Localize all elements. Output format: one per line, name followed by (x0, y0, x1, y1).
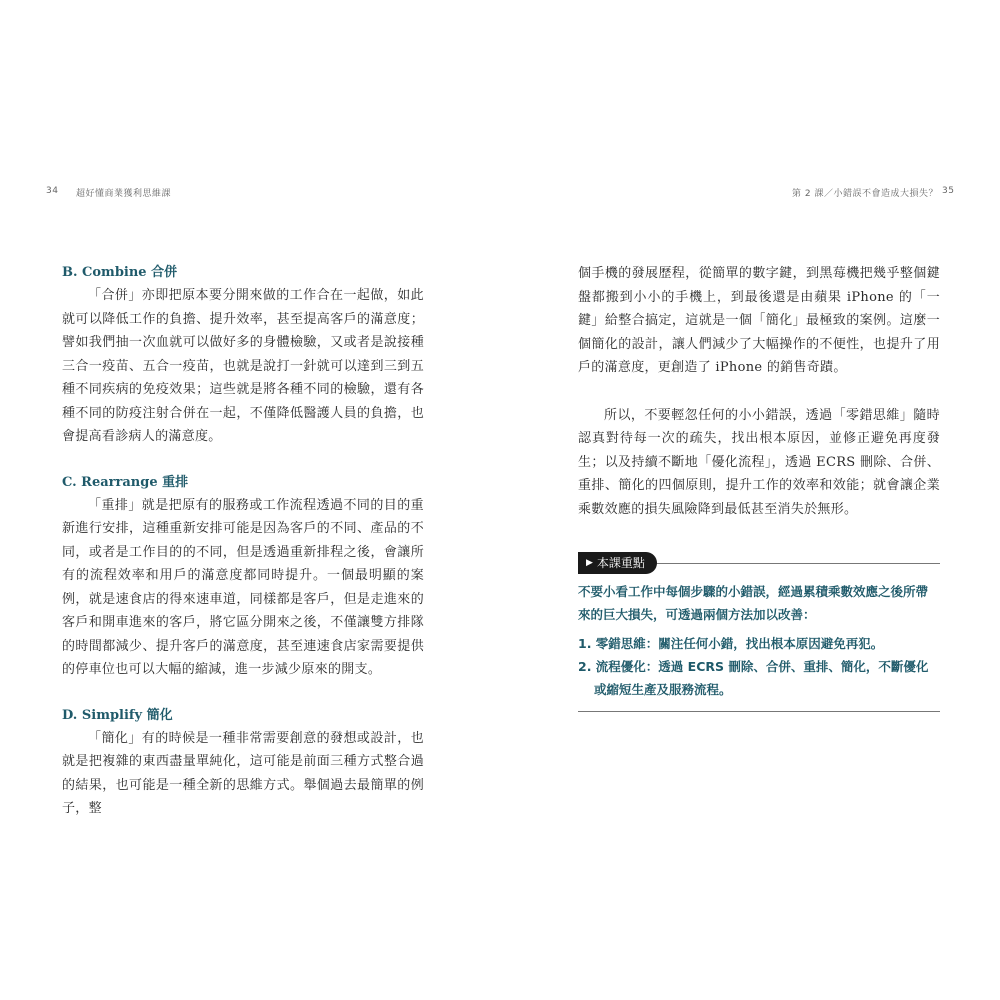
key-points-list (578, 632, 940, 701)
right-column (578, 262, 940, 521)
key-point-item: 1. 零錯思維：關注任何小錯，找出根本原因避免再犯。 (578, 636, 884, 651)
combine-paragraph: 「合併」亦即把原本要分開來做的工作合在一起做，如此就可以降低工作的負擔、提升效率，甚至提高客戶的滿意度；譬如我們抽一次血就可以做好多的身體檢驗，又或者是說接種三合一疫苗、五合一疫苗，也就是說打一針就可以達到三到五種不同疾病的免疫效果；這些就是將各種不同的檢驗，還有各種不同的防疫注射合併在一起，不僅降低醫護人員的負擔，也會提高看診病人的滿意度。 (62, 288, 424, 444)
right-running-title: 第 2 課／小錯誤不會造成大損失？ (792, 189, 938, 199)
conclusion-paragraph: 所以，不要輕忽任何的小小錯誤，透過「零錯思維」隨時認真對待每一次的疏失，找出根本原因，並修正避免再度發生；以及持續不斷地「優化流程」，透過 ECRS 刪除、合併、重排、簡化的四個原則，提升工作的效率和效能；就會讓企業乘數效應的損失風險降到最低甚至消失於無形。 (578, 407, 940, 517)
left-column (62, 262, 424, 821)
simplify-paragraph: 「簡化」有的時候是一種非常需要創意的發想或設計，也就是把複雜的東西盡量單純化，這可能是前面三種方式整合過的結果，也可能是一種全新的思維方式。舉個過去最簡單的例子，整 (62, 730, 424, 816)
play-triangle-icon: ▶ (586, 558, 593, 568)
continuation-paragraph: 個手機的發展歷程，從簡單的數字鍵，到黑莓機把幾乎整個鍵盤都搬到小小的手機上，到最後還是由蘋果 iPhone 的「一鍵」給整合搞定，這就是一個「簡化」最極致的案例。這麼一個簡化的設計，讓人們減少了大幅操作的不便性，也提升了用戶的滿意度，更創造了 iPhone 的銷售奇蹟。 (578, 266, 940, 375)
left-running-title: 超好懂商業獲利思維課 (76, 189, 172, 199)
key-points-bottom-rule (578, 711, 940, 712)
key-points-intro: 不要小看工作中每個步驟的小錯誤，經過累積乘數效應之後所帶來的巨大損失，可透過兩個方法加以改善： (578, 584, 929, 622)
rearrange-paragraph: 「重排」就是把原有的服務或工作流程透過不同的目的重新進行安排，這種重新安排可能是因為客戶的不同、產品的不同，或者是工作目的的不同，但是透過重新排程之後，會讓所有的流程效率和用戶的滿意度都同時提升。一個最明顯的案例，就是速食店的得來速車道，同樣都是客戶，但是走進來的客戶和開車進來的客戶，將它區分開來之後，不僅讓雙方排隊的時間都減少、提升客戶的滿意度，甚至連速食店家需要提供的停車位也可以大幅的縮減，進一步減少原來的開支。 (62, 497, 424, 677)
key-points-badge (578, 552, 657, 574)
left-page-number: 34 (46, 186, 59, 196)
rearrange-heading: C. Rearrange 重排 (62, 474, 189, 490)
right-page-number: 35 (942, 186, 955, 196)
combine-heading: B. Combine 合併 (62, 265, 178, 280)
key-points-box (578, 552, 940, 712)
key-point-item: 2. 流程優化：透過 ECRS 刪除、合併、重排、簡化，不斷優化或縮短生產及服務流程。 (578, 659, 929, 697)
simplify-heading: D. Simplify 簡化 (62, 707, 173, 723)
key-points-badge-label: 本課重點 (596, 556, 645, 570)
